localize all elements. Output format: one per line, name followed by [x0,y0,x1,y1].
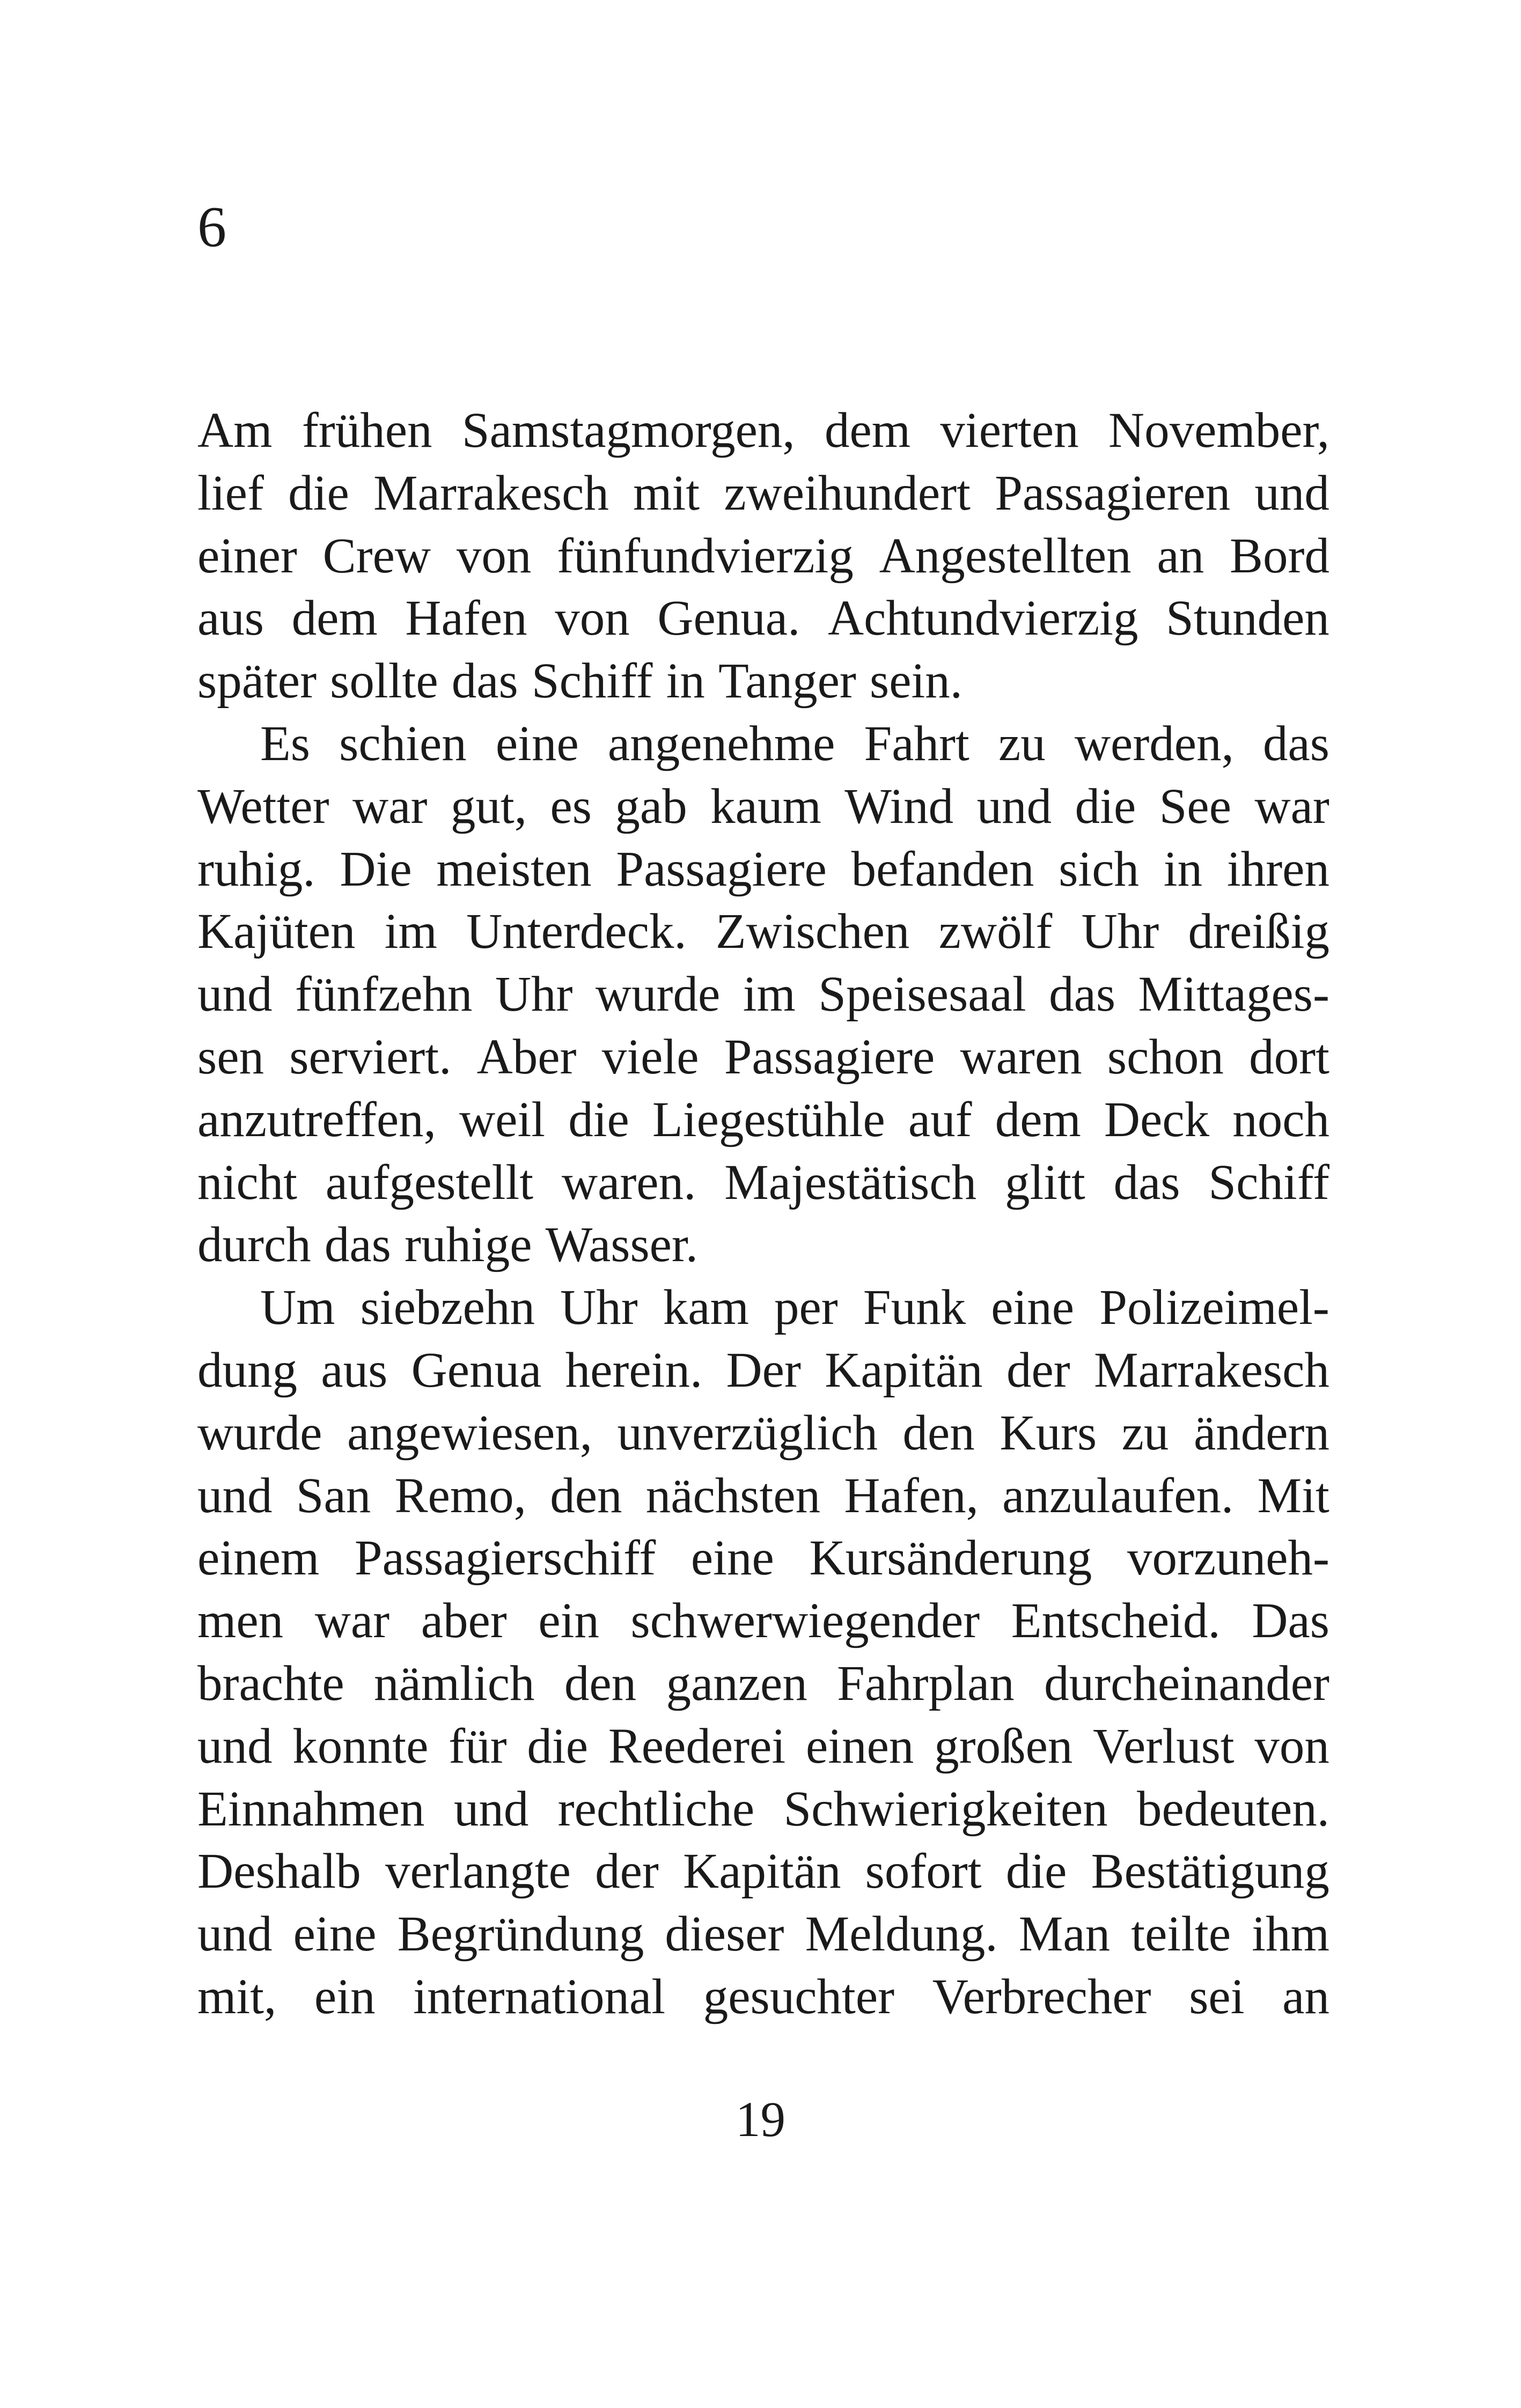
text-line: Es schien eine angenehme Fahrt zu werden, das [260,716,1329,771]
text-line: Um siebzehn Uhr kam per Funk eine Polizeimel- [260,1280,1329,1336]
text-line: brachte nämlich den ganzen Fahrplan durcheinander [197,1655,1329,1711]
text-line: Am frühen Samstagmorgen, dem vierten November, [197,403,1329,458]
text-line: und eine Begründung dieser Meldung. Man teilte ihm [197,1906,1329,1962]
paragraph [197,713,1329,1277]
text-line: durch das ruhige Wasser. [197,1217,699,1273]
chapter-number: 6 [197,195,226,259]
text-line: lief die Marrakesch mit zweihundert Passagieren und [197,465,1329,521]
text-line: nicht aufgestellt waren. Majestätisch glitt das Schiff [197,1154,1329,1210]
text-line: Einnahmen und rechtliche Schwierigkeiten bedeuten. [197,1781,1329,1837]
text-line: und konnte für die Reederei einen großen Verlust von [197,1718,1329,1774]
text-line: Kajüten im Unterdeck. Zwischen zwölf Uhr dreißig [197,904,1329,960]
text-line: mit, ein international gesuchter Verbrecher sei an [197,1969,1329,2024]
text-line: ruhig. Die meisten Passagiere befanden sich in ihren [197,841,1329,897]
paragraph [197,400,1329,713]
text-line: dung aus Genua herein. Der Kapitän der Marrakesch [197,1342,1329,1398]
paragraph [197,1277,1329,2029]
text-line: und San Remo, den nächsten Hafen, anzulaufen. Mit [197,1468,1329,1523]
text-line: einem Passagierschiff eine Kursänderung vorzuneh- [197,1530,1329,1586]
text-line: und fünfzehn Uhr wurde im Speisesaal das Mittages- [197,967,1329,1022]
text-line: aus dem Hafen von Genua. Achtundvierzig Stunden [197,591,1329,646]
text-line: men war aber ein schwerwiegender Entscheid. Das [197,1593,1329,1649]
text-line: einer Crew von fünfundvierzig Angestellten an Bord [197,528,1329,584]
text-line: wurde angewiesen, unverzüglich den Kurs zu ändern [197,1405,1329,1461]
text-line: sen serviert. Aber viele Passagiere waren schon dort [197,1029,1329,1085]
text-line: später sollte das Schiff in Tanger sein. [197,653,963,709]
text-line: Wetter war gut, es gab kaum Wind und die See war [197,778,1329,834]
text-line: Deshalb verlangte der Kapitän sofort die Bestätigung [197,1844,1329,1899]
text-line: anzutreffen, weil die Liegestühle auf dem Deck noch [197,1092,1329,1147]
body-text [197,400,1329,2029]
page-number: 19 [736,2092,785,2147]
